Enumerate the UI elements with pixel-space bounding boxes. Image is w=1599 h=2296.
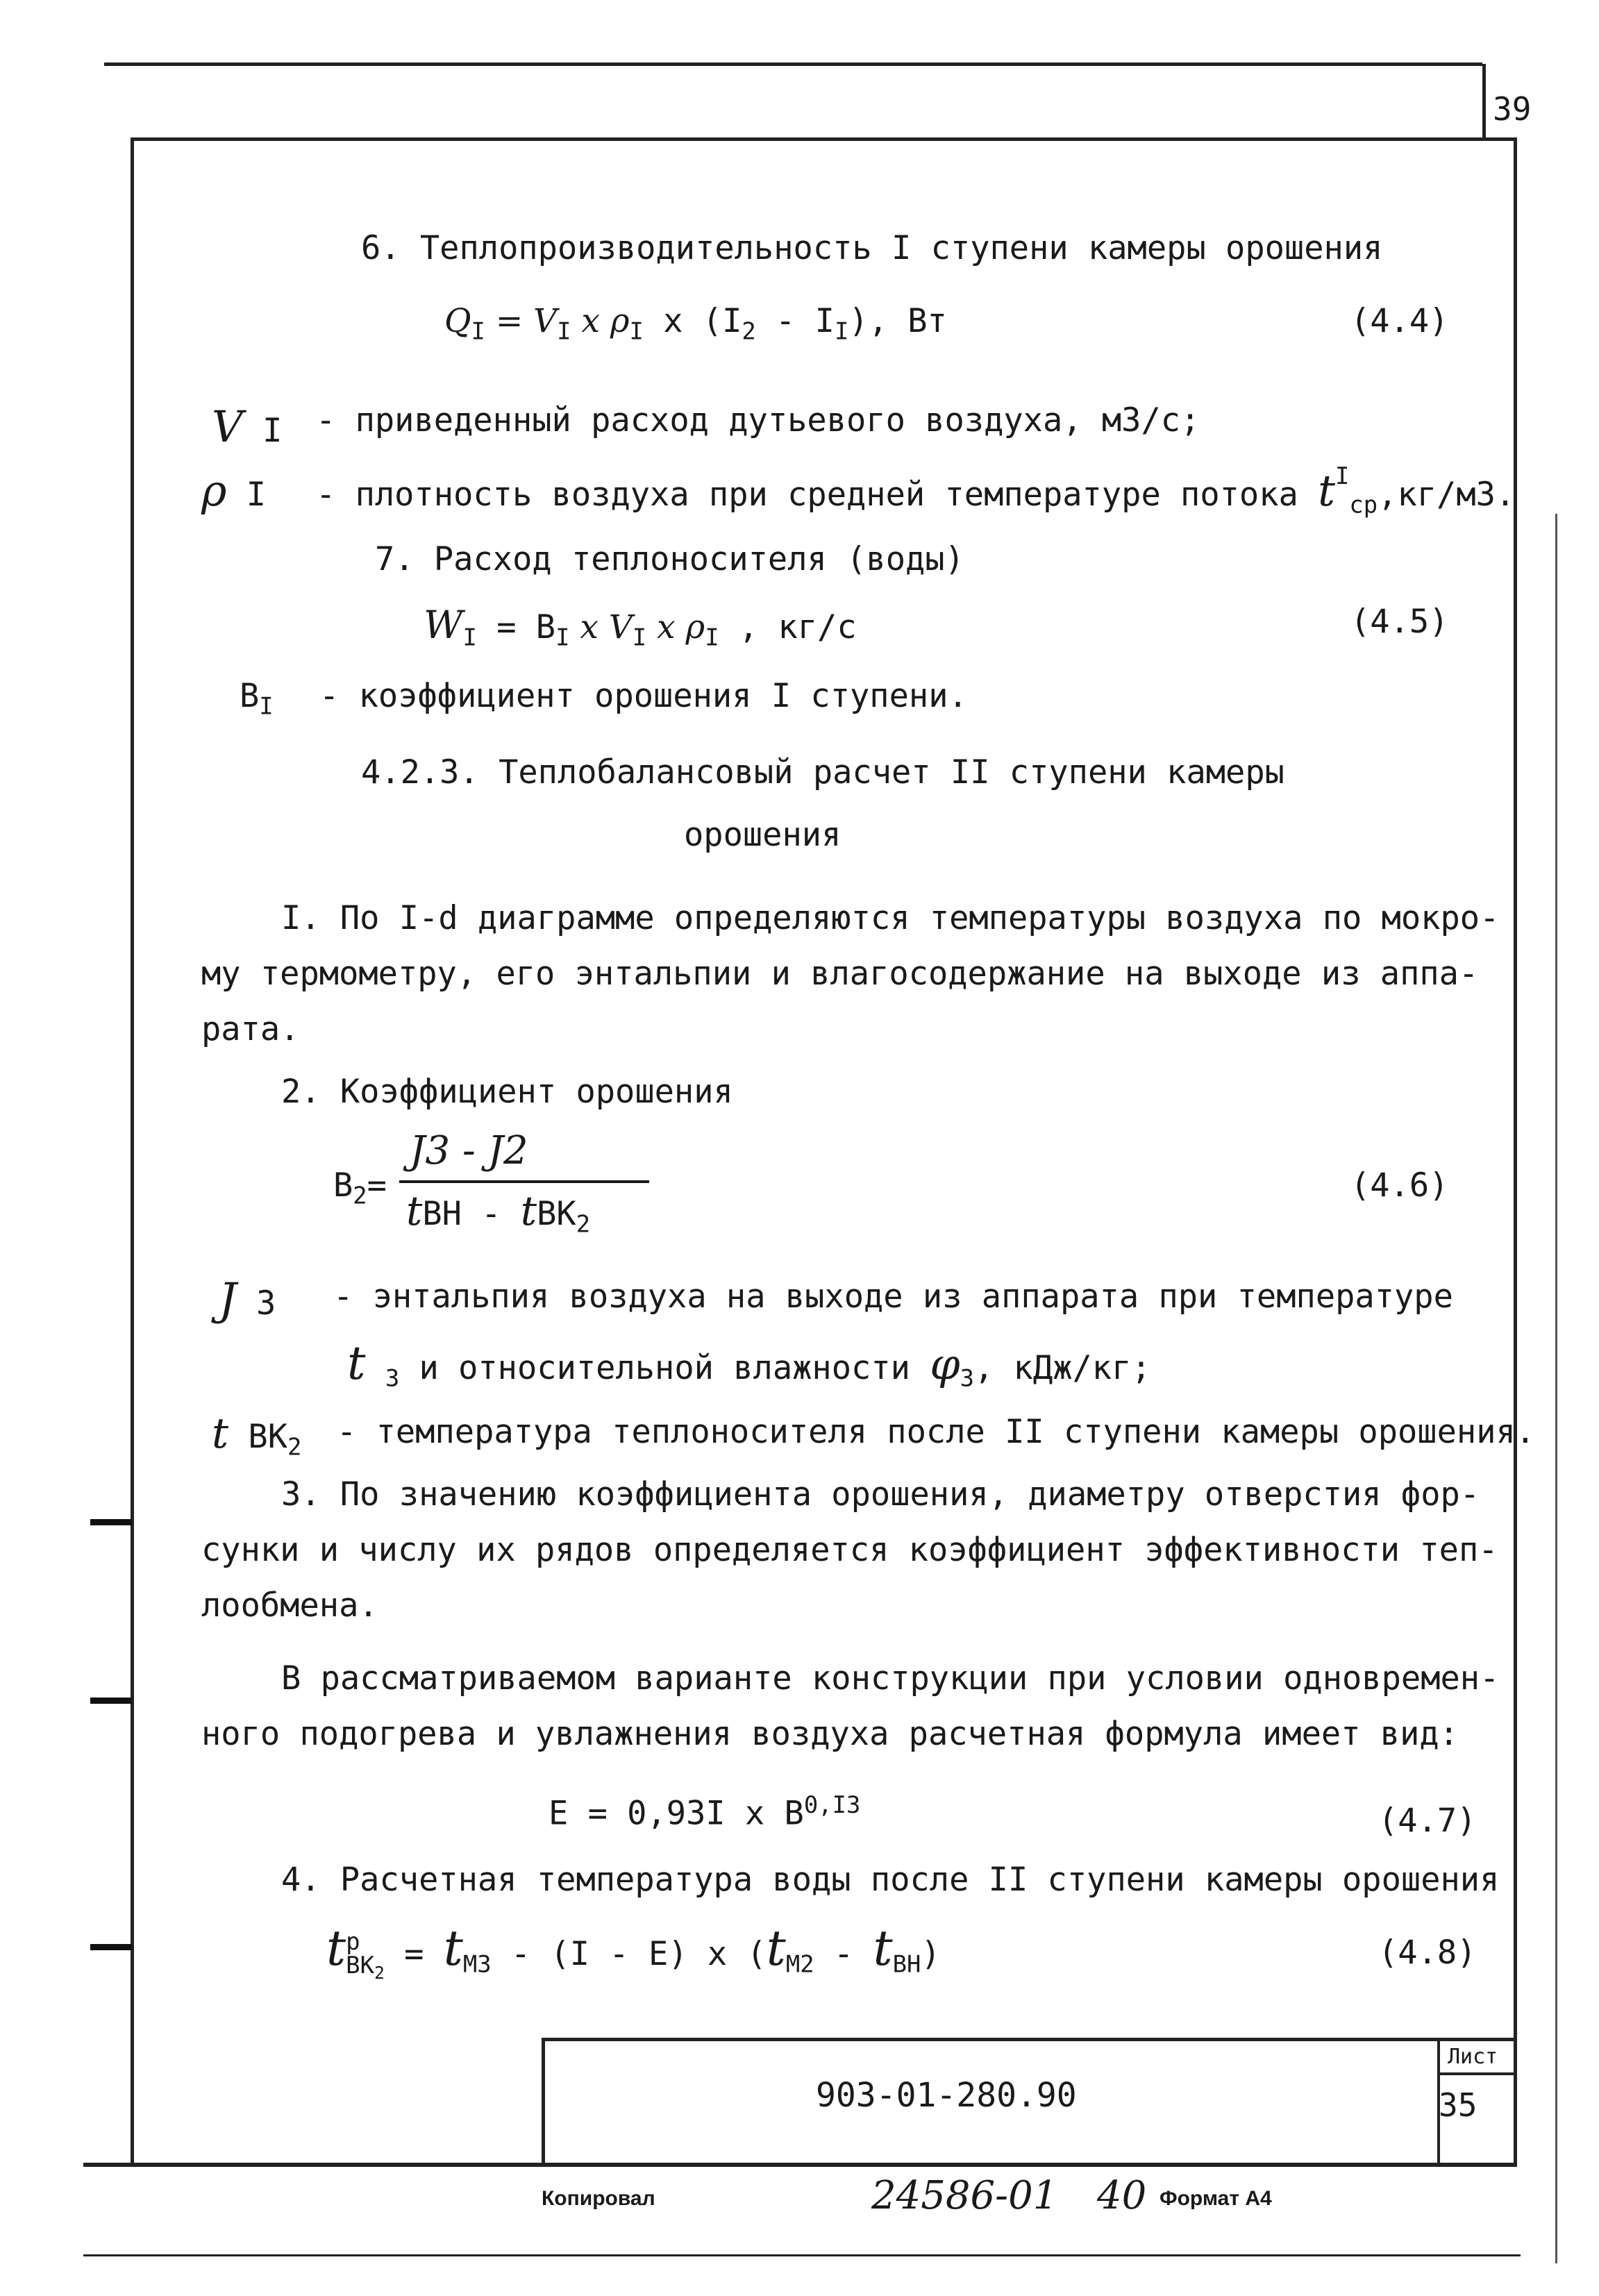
def-tbk2: t $BK_2$: [212, 1409, 302, 1461]
frame-right: [1514, 137, 1517, 2165]
eq-number-4-8: (4.8): [1378, 1934, 1477, 1972]
def-v-text: - приведенный расход дутьевого воздуха, м3/с;: [316, 401, 1200, 439]
corner-page-number: 39: [1493, 90, 1532, 128]
equation-4-7: E = 0,93I x $B^{0,I3}$: [549, 1791, 861, 1833]
item2-title: 2. Коэффициент орошения: [281, 1073, 733, 1111]
section-title: 4.2.3. Теплобалансовый расчет II ступени камеры: [361, 753, 1284, 791]
margin-tick: [90, 1698, 132, 1704]
def-rho-text: - плотность воздуха при средней температуре потока $t^I_{ср},кг/м3$.: [316, 462, 1516, 519]
equation-4-8: t р $BK_2$ = $t_{M3} - (I - E)$ x $(t_{M2} - t_{BH})$: [326, 1920, 941, 1984]
eq-number-4-4: (4.4): [1350, 302, 1449, 340]
margin-tick: [90, 1944, 132, 1950]
eq-number-4-7: (4.7): [1378, 1802, 1477, 1840]
eq-number-4-5: (4.5): [1350, 603, 1449, 641]
section-title-cont: орошения: [684, 816, 842, 854]
footer-format: Формат А4: [1160, 2187, 1272, 2210]
def-j3: J 3: [219, 1274, 276, 1325]
def-b: $B_I$: [240, 677, 274, 720]
def-rho: ρ I: [201, 465, 267, 516]
margin-tick: [90, 1519, 132, 1525]
para3-line3: лообмена.: [201, 1586, 378, 1625]
def-v: V I: [212, 401, 283, 452]
para3-line2: сунки и числу их рядов определяется коэффициент эффективности теп-: [201, 1531, 1498, 1569]
footer-number2: 40: [1097, 2173, 1147, 2218]
footer-copied: Копировал: [542, 2187, 655, 2210]
eq-number-4-6: (4.6): [1350, 1166, 1449, 1205]
para4-line1: В рассматриваемом варианте конструкции при условии одновремен-: [281, 1659, 1500, 1698]
def-j3-text: - энтальпия воздуха на выходе из аппарата при температуре: [333, 1277, 1453, 1316]
item6-title: 6. Теплопроизводительность I ступени камеры орошения: [361, 229, 1383, 267]
sheet-cell-hline: [1437, 2072, 1514, 2075]
equation-4-4: $Q_I = V_I$ x $\rho_I$ x $(I_2 - I_I)$, Вт: [444, 302, 947, 345]
frame-bottom: [83, 2163, 1517, 2167]
para4-line2: ного подогрева и увлажнения воздуха расчетная формула имеет вид:: [201, 1715, 1459, 1753]
document-code: 903-01-280.90: [816, 2076, 1077, 2115]
equation-4-5: $W_I = B_I$ x $V_I$ x $\rho_I$ , кг/с: [424, 603, 857, 651]
para3-line1: 3. По значению коэффициента орошения, диаметру отверстия фор-: [281, 1475, 1480, 1514]
sheet-label: Лист: [1448, 2045, 1498, 2069]
def-j3-line2: t $_3$ и относительной влажности $\varphi_3$, кДж/кг;: [347, 1336, 1151, 1392]
para1-line1: I. По I-d диаграмме определяются температуры воздуха по мокро-: [281, 899, 1500, 937]
item7-title: 7. Расход теплоносителя (воды): [375, 540, 964, 578]
top-rule: [104, 62, 1482, 66]
bottom-rule: [83, 2254, 1521, 2256]
sheet-number: 35: [1439, 2086, 1477, 2124]
def-b-text: - коэффициент орошения I ступени.: [319, 677, 968, 715]
footer-number: 24586-01: [871, 2173, 1058, 2218]
corner-box-left: [1482, 64, 1486, 140]
def-tbk2-text: - температура теплоносителя после II ступени камеры орошения.: [337, 1413, 1536, 1451]
right-edge-line: [1555, 514, 1557, 2263]
para1-line3: рата.: [201, 1010, 300, 1048]
item4-title: 4. Расчетная температура воды после II ступени камеры орошения: [281, 1861, 1500, 1899]
frame-top: [131, 137, 1516, 141]
para1-line2: му термометру, его энтальпии и влагосодержание на выходе из аппа-: [201, 955, 1479, 993]
frame-left: [131, 137, 134, 2165]
